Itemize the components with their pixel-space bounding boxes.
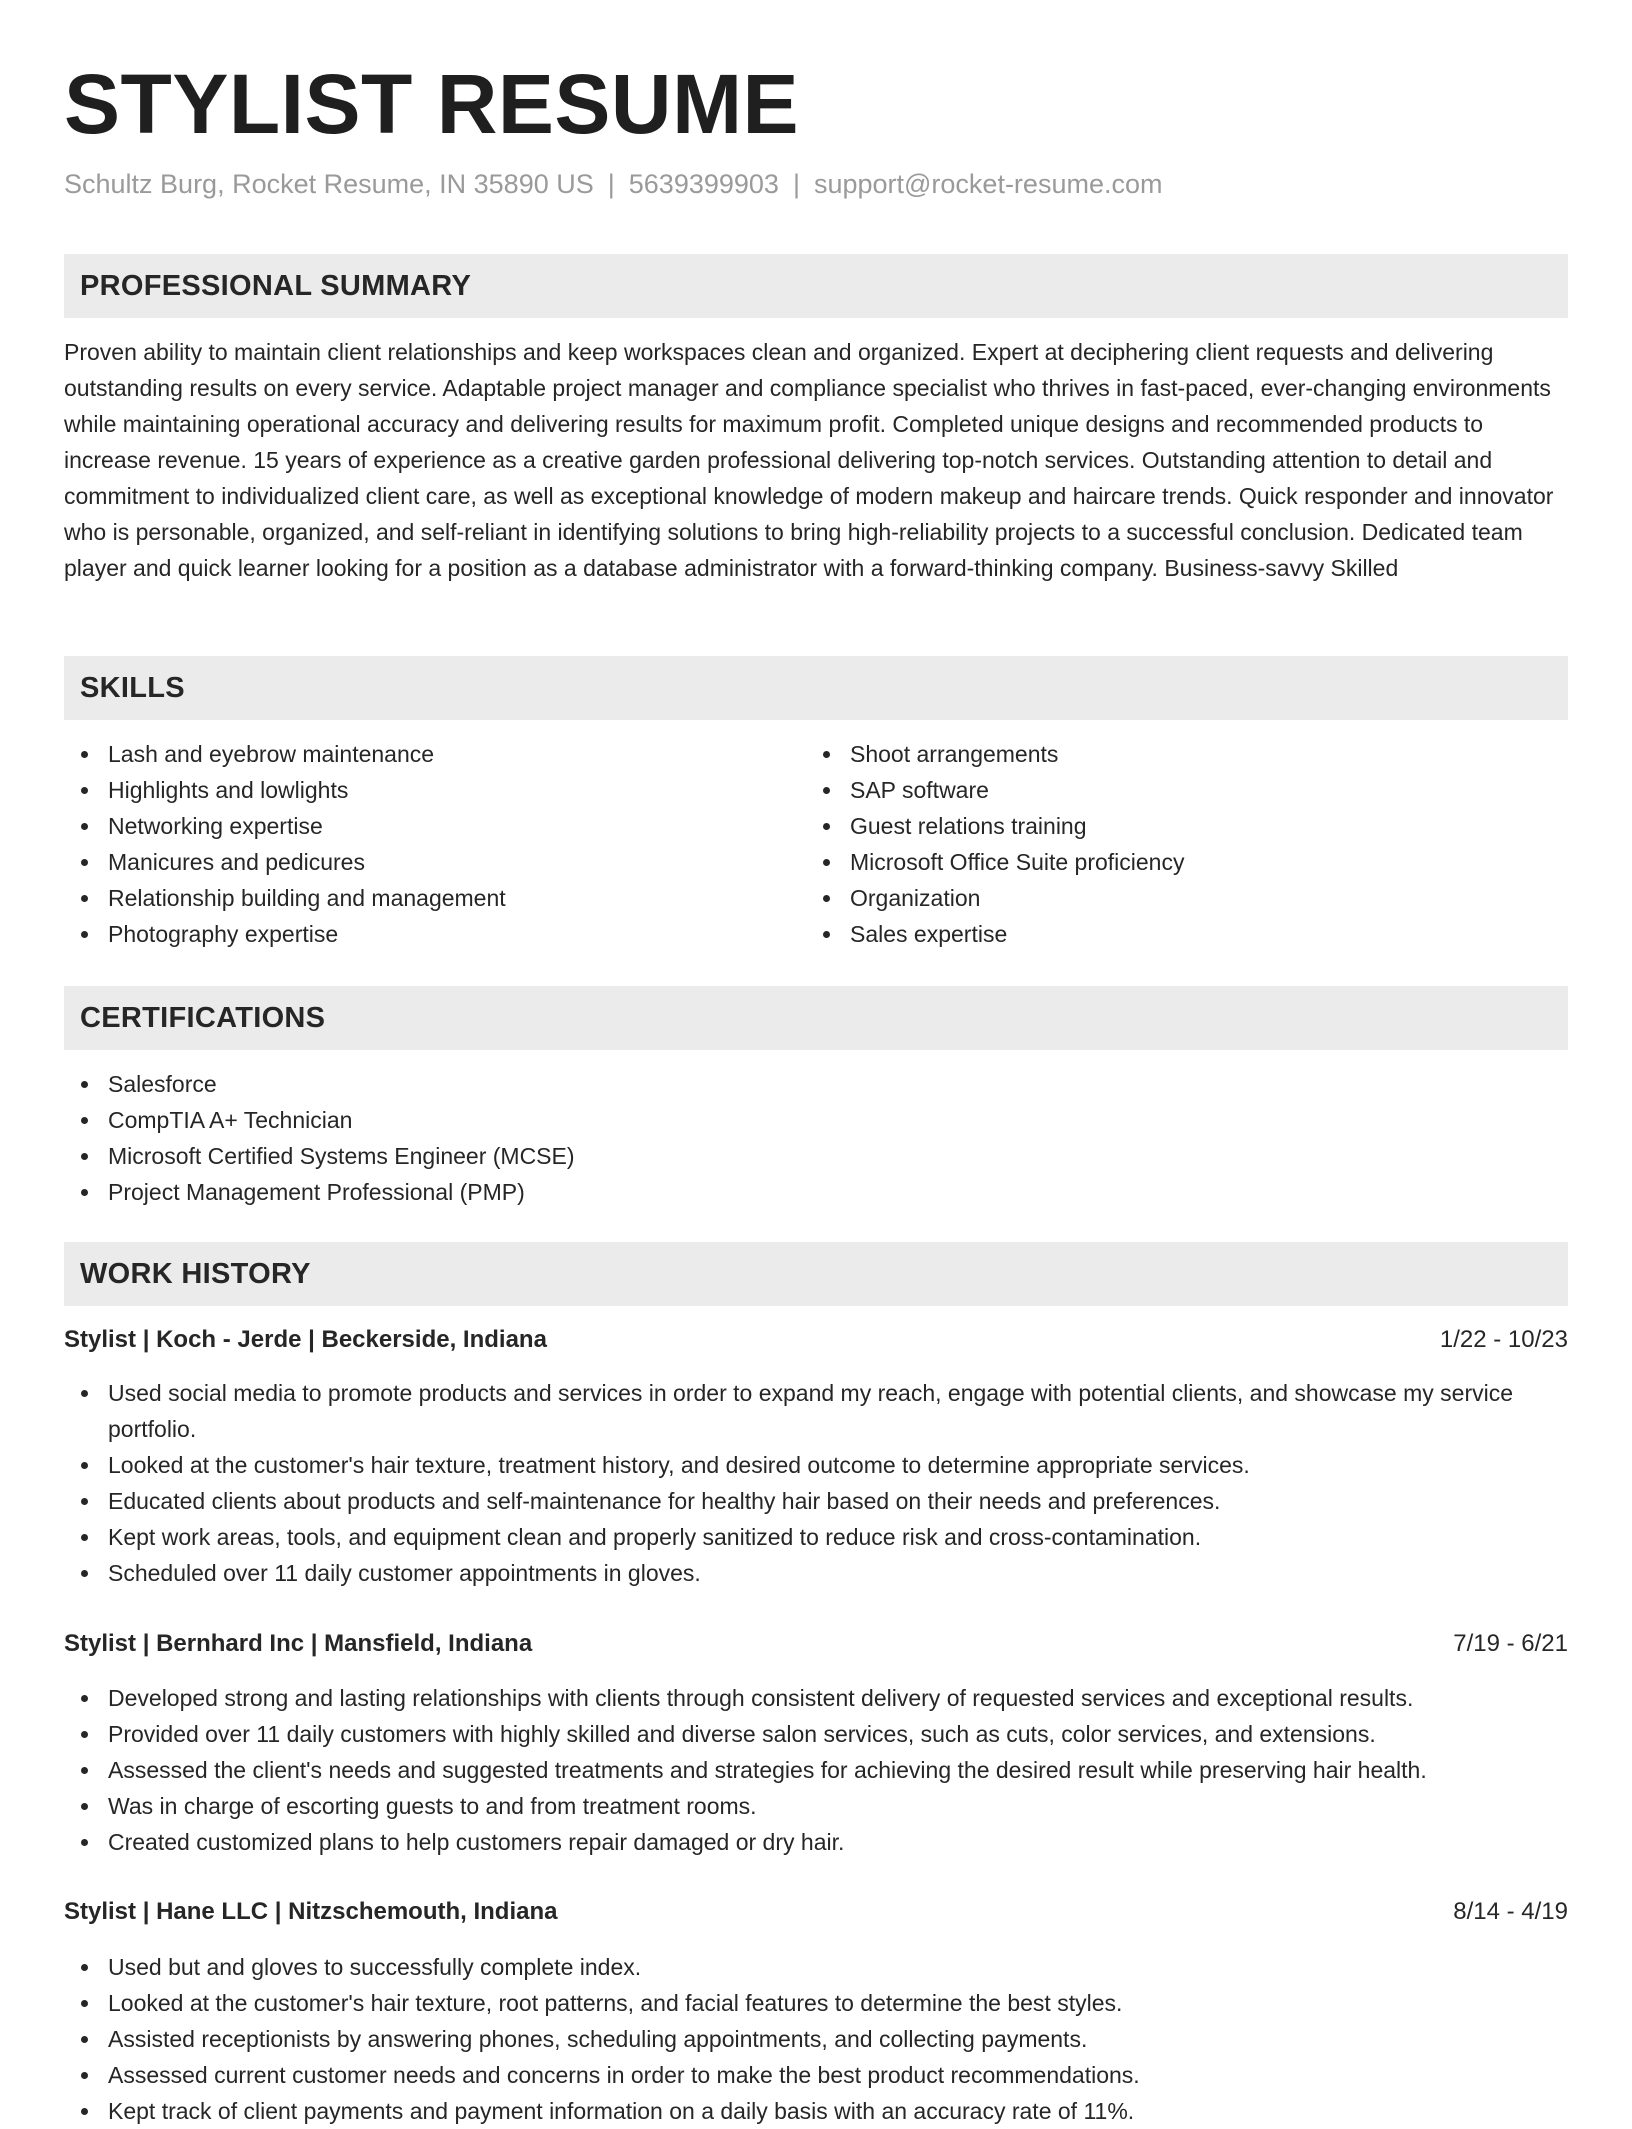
contact-separator: | xyxy=(792,169,800,199)
certification-item: CompTIA A+ Technician xyxy=(64,1102,1568,1138)
certifications-section-header xyxy=(64,986,1568,1050)
work-history-section-header xyxy=(64,1242,1568,1306)
skill-item: Organization xyxy=(806,880,1568,916)
job-bullet: Looked at the customer's hair texture, treatment history, and desired outcome to determine appropriate services. xyxy=(64,1447,1568,1483)
skill-item: Lash and eyebrow maintenance xyxy=(64,736,804,772)
summary-text: Proven ability to maintain client relationships and keep workspaces clean and organized. Expert at deciphering client requests and delivering outstanding results on every service. Adaptable project manager and compliance specialist who thrives in fast-paced, ever-changing environments while maintaining operational accuracy and delivering results for maximum profit. Completed unique designs and recommended products to increase revenue. 15 years of experience as a creative garden professional delivering top-notch services. Outstanding attention to detail and commitment to individualized client care, as well as exceptional knowledge of modern makeup and haircare trends. Quick responder and innovator who is personable, organized, and self-reliant in identifying solutions to bring high-reliability projects to a successful conclusion. Dedicated team player and quick learner looking for a position as a database administrator with a forward-thinking company. Business-savvy Skilled xyxy=(64,339,1554,581)
skills-heading: SKILLS xyxy=(80,672,185,704)
certification-item: Project Management Professional (PMP) xyxy=(64,1174,1568,1210)
job-title: Stylist | Hane LLC | Nitzschemouth, Indiana xyxy=(64,1898,558,1925)
skill-item: Photography expertise xyxy=(64,916,804,952)
contact-address: Schultz Burg, Rocket Resume, IN 35890 US xyxy=(64,169,594,199)
skill-item: Networking expertise xyxy=(64,808,804,844)
job-dates: 7/19 - 6/21 xyxy=(1453,1630,1568,1657)
contact-line xyxy=(64,166,1162,202)
job-bullet: Was in charge of escorting guests to and from treatment rooms. xyxy=(64,1788,1568,1824)
job-bullet: Kept track of client payments and payment information on a daily basis with an accuracy rate of 11%. xyxy=(64,2093,1568,2129)
skill-item: Sales expertise xyxy=(806,916,1568,952)
skills-list-right xyxy=(806,736,1568,952)
skill-item: Microsoft Office Suite proficiency xyxy=(806,844,1568,880)
job-bullet: Developed strong and lasting relationships with clients through consistent delivery of requested services and exceptional results. xyxy=(64,1680,1568,1716)
certification-item: Salesforce xyxy=(64,1066,1568,1102)
job-header xyxy=(64,1626,1568,1662)
job-bullet: Assessed current customer needs and concerns in order to make the best product recommendations. xyxy=(64,2057,1568,2093)
resume-title: STYLIST RESUME xyxy=(64,57,800,151)
job-bullet: Provided over 11 daily customers with highly skilled and diverse salon services, such as cuts, color services, and extensions. xyxy=(64,1716,1568,1752)
job-bullet: Assisted receptionists by answering phones, scheduling appointments, and collecting payments. xyxy=(64,2021,1568,2057)
job-dates: 1/22 - 10/23 xyxy=(1439,1326,1568,1353)
skill-item: SAP software xyxy=(806,772,1568,808)
job-bullet: Used social media to promote products and services in order to expand my reach, engage with potential clients, and showcase my service portfolio. xyxy=(64,1375,1568,1447)
job-bullets xyxy=(64,1680,1568,1860)
summary-heading: PROFESSIONAL SUMMARY xyxy=(80,270,472,302)
skill-item: Relationship building and management xyxy=(64,880,804,916)
skills-section-header xyxy=(64,656,1568,720)
job-bullet: Created customized plans to help customers repair damaged or dry hair. xyxy=(64,1824,1568,1860)
skills-list-left xyxy=(64,736,804,952)
job-bullet: Educated clients about products and self-maintenance for healthy hair based on their needs and preferences. xyxy=(64,1483,1568,1519)
job-header xyxy=(64,1894,1568,1930)
contact-phone: 5639399903 xyxy=(628,169,779,199)
job-bullet: Assessed the client's needs and suggested treatments and strategies for achieving the desired result while preserving hair health. xyxy=(64,1752,1568,1788)
skill-item: Guest relations training xyxy=(806,808,1568,844)
job-bullets xyxy=(64,1375,1568,1591)
job-bullets xyxy=(64,1949,1568,2129)
summary-section-header xyxy=(64,254,1568,318)
certifications-heading: CERTIFICATIONS xyxy=(80,1002,326,1034)
job-header xyxy=(64,1322,1568,1358)
job-dates: 8/14 - 4/19 xyxy=(1453,1898,1568,1925)
job-title: Stylist | Bernhard Inc | Mansfield, Indiana xyxy=(64,1630,533,1657)
contact-email: support@rocket-resume.com xyxy=(813,169,1163,199)
job-bullet: Used but and gloves to successfully complete index. xyxy=(64,1949,1568,1985)
skill-item: Highlights and lowlights xyxy=(64,772,804,808)
job-title: Stylist | Koch - Jerde | Beckerside, Indiana xyxy=(64,1326,547,1353)
contact-separator: | xyxy=(607,169,615,199)
work-history-heading: WORK HISTORY xyxy=(80,1258,311,1290)
job-bullet: Kept work areas, tools, and equipment clean and properly sanitized to reduce risk and cross-contamination. xyxy=(64,1519,1568,1555)
skill-item: Manicures and pedicures xyxy=(64,844,804,880)
job-bullet: Scheduled over 11 daily customer appointments in gloves. xyxy=(64,1555,1568,1591)
job-bullet: Looked at the customer's hair texture, root patterns, and facial features to determine the best styles. xyxy=(64,1985,1568,2021)
certifications-list xyxy=(64,1066,1568,1210)
skill-item: Shoot arrangements xyxy=(806,736,1568,772)
certification-item: Microsoft Certified Systems Engineer (MCSE) xyxy=(64,1138,1568,1174)
